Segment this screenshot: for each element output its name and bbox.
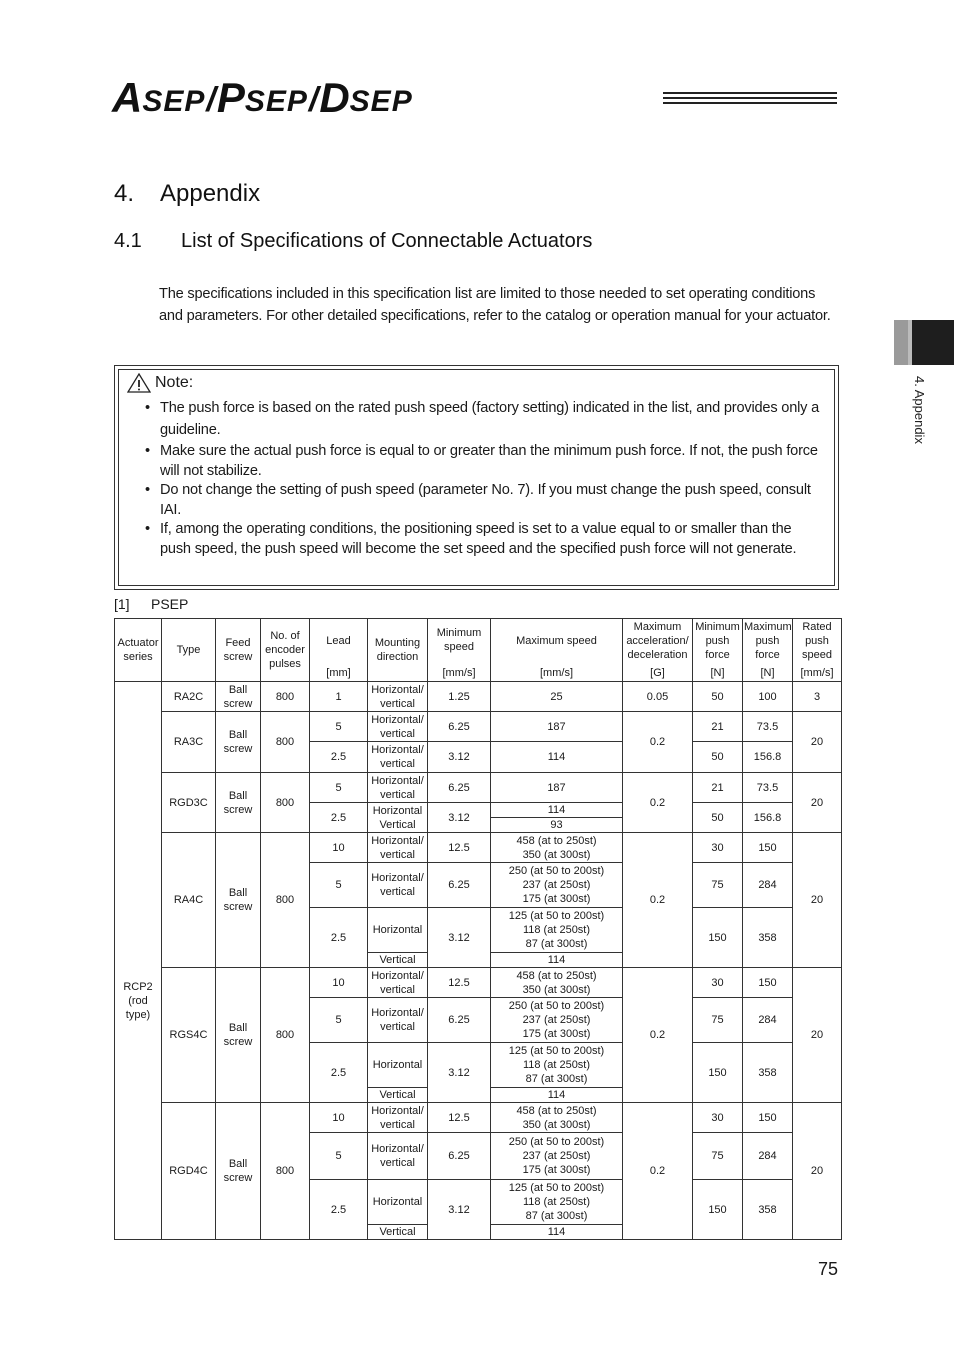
note-list xyxy=(145,397,825,559)
note-title xyxy=(127,373,193,393)
cell-max-speed: 250 (at 50 to 200st) 237 (at 250st) 175 (at 300st) xyxy=(491,998,623,1043)
cell-mounting: Horizontal/ vertical xyxy=(368,863,428,908)
subsection-heading xyxy=(114,230,592,253)
cell-min-push: 75 xyxy=(693,998,743,1043)
cell-feed: Ball screw xyxy=(216,968,261,1103)
table-row xyxy=(115,712,842,742)
cell-min-push: 30 xyxy=(693,833,743,863)
cell-mounting: Horizontal/ vertical xyxy=(368,968,428,998)
cell-feed: Ball screw xyxy=(216,1103,261,1240)
cell-type: RA2C xyxy=(162,682,216,712)
table-row xyxy=(115,1103,842,1133)
table-label xyxy=(114,596,188,612)
cell-min-speed: 3.12 xyxy=(428,1043,491,1103)
cell-max-push: 150 xyxy=(743,968,793,998)
logo-d: D xyxy=(319,74,350,121)
cell-pulses: 800 xyxy=(261,712,310,773)
cell-max-speed: 458 (at to 250st) 350 (at 300st) xyxy=(491,833,623,863)
cell-feed: Ball screw xyxy=(216,773,261,833)
page-number: 75 xyxy=(818,1259,839,1279)
cell-mounting: Horizontal/ vertical xyxy=(368,742,428,773)
cell-lead: 5 xyxy=(310,712,368,742)
logo-a: A xyxy=(112,74,143,121)
cell-max-speed: 125 (at 50 to 200st) 118 (at 250st) 87 (at 300st) xyxy=(491,1180,623,1225)
cell-min-push: 150 xyxy=(693,1043,743,1103)
logo-sep: SEP xyxy=(349,85,413,118)
cell-lead: 2.5 xyxy=(310,1180,368,1240)
logo-sep: SEP xyxy=(244,85,308,118)
cell-min-speed: 12.5 xyxy=(428,968,491,998)
header-actuator-series: Actuator series xyxy=(115,619,162,682)
header-type: Type xyxy=(162,619,216,682)
cell-min-push: 75 xyxy=(693,1133,743,1180)
cell-rated-push: 20 xyxy=(793,968,842,1103)
note-item: • The push force is based on the rated push speed (factory setting) indicated in the list, and provides only a guideline. xyxy=(145,397,825,441)
logo-p: P xyxy=(216,74,245,121)
header-max-speed: Maximum speed [mm/s] xyxy=(491,619,623,682)
cell-max-speed: 114 xyxy=(491,742,623,773)
cell-max-push: 150 xyxy=(743,833,793,863)
cell-lead: 5 xyxy=(310,1133,368,1180)
table-row xyxy=(115,773,842,803)
cell-series: RCP2 (rod type) xyxy=(115,682,162,1240)
cell-lead: 2.5 xyxy=(310,1043,368,1103)
cell-max-push: 284 xyxy=(743,863,793,908)
cell-rated-push: 3 xyxy=(793,682,842,712)
cell-mounting: Horizontal/ vertical xyxy=(368,1133,428,1180)
cell-max-speed: 125 (at 50 to 200st) 118 (at 250st) 87 (at 300st) xyxy=(491,1043,623,1088)
table-label-text: PSEP xyxy=(151,596,189,612)
cell-max-speed: 250 (at 50 to 200st) 237 (at 250st) 175 (at 300st) xyxy=(491,1133,623,1180)
section-heading xyxy=(114,180,260,208)
header-min-speed: Minimum speed [mm/s] xyxy=(428,619,491,682)
cell-max-push: 358 xyxy=(743,908,793,968)
chapter-tab xyxy=(894,320,954,365)
cell-max-push: 156.8 xyxy=(743,803,793,833)
cell-lead: 5 xyxy=(310,863,368,908)
cell-min-speed: 6.25 xyxy=(428,998,491,1043)
section-number: 4. xyxy=(114,180,135,207)
cell-min-speed: 6.25 xyxy=(428,773,491,803)
cell-type: RA3C xyxy=(162,712,216,773)
cell-max-speed: 114 xyxy=(491,803,623,818)
header-feed-screw: Feed screw xyxy=(216,619,261,682)
cell-max-speed: 458 (at to 250st) 350 (at 300st) xyxy=(491,968,623,998)
cell-max-speed: 187 xyxy=(491,712,623,742)
cell-max-speed: 25 xyxy=(491,682,623,712)
cell-max-speed: 114 xyxy=(491,1225,623,1240)
cell-lead: 1 xyxy=(310,682,368,712)
section-title: Appendix xyxy=(160,180,261,207)
cell-mounting: Horizontal/ vertical xyxy=(368,773,428,803)
cell-max-acc: 0.2 xyxy=(623,1103,693,1240)
cell-max-speed: 125 (at 50 to 200st) 118 (at 250st) 87 (at 300st) xyxy=(491,908,623,953)
cell-max-acc: 0.2 xyxy=(623,712,693,773)
cell-pulses: 800 xyxy=(261,833,310,968)
cell-min-speed: 3.12 xyxy=(428,1180,491,1240)
note-item: • If, among the operating conditions, the positioning speed is set to a value equal to or smaller than the push speed, the push speed will become the set speed and the specified push force will not generate. xyxy=(145,520,825,559)
cell-feed: Ball screw xyxy=(216,682,261,712)
cell-min-push: 30 xyxy=(693,1103,743,1133)
cell-max-push: 358 xyxy=(743,1043,793,1103)
cell-mounting: Horizontal xyxy=(368,908,428,953)
header-min-push: Minimum push force [N] xyxy=(693,619,743,682)
cell-max-push: 358 xyxy=(743,1180,793,1240)
cell-min-push: 150 xyxy=(693,1180,743,1240)
cell-lead: 2.5 xyxy=(310,803,368,833)
cell-max-push: 150 xyxy=(743,1103,793,1133)
cell-mounting: Horizontal Vertical xyxy=(368,803,428,833)
header-max-push: Maximum push force [N] xyxy=(743,619,793,682)
cell-min-speed: 3.12 xyxy=(428,908,491,968)
cell-min-speed: 1.25 xyxy=(428,682,491,712)
subsection-number: 4.1 xyxy=(114,230,142,252)
cell-mounting: Horizontal/ vertical xyxy=(368,682,428,712)
cell-pulses: 800 xyxy=(261,968,310,1103)
logo-sep: SEP xyxy=(142,85,206,118)
cell-max-speed: 114 xyxy=(491,953,623,968)
cell-max-push: 284 xyxy=(743,1133,793,1180)
cell-min-speed: 12.5 xyxy=(428,833,491,863)
cell-max-speed: 93 xyxy=(491,818,623,833)
cell-max-acc: 0.2 xyxy=(623,773,693,833)
table-label-number: [1] xyxy=(114,596,130,612)
cell-lead: 5 xyxy=(310,773,368,803)
cell-min-speed: 6.25 xyxy=(428,863,491,908)
cell-rated-push: 20 xyxy=(793,1103,842,1240)
cell-mounting: Horizontal/ vertical xyxy=(368,998,428,1043)
table-row xyxy=(115,968,842,998)
cell-max-push: 156.8 xyxy=(743,742,793,773)
cell-max-acc: 0.2 xyxy=(623,833,693,968)
cell-max-speed: 458 (at to 250st) 350 (at 300st) xyxy=(491,1103,623,1133)
cell-lead: 10 xyxy=(310,968,368,998)
cell-feed: Ball screw xyxy=(216,712,261,773)
note-item: • Make sure the actual push force is equal to or greater than the minimum push force. If not, the push force will not stabilize. xyxy=(145,442,825,481)
cell-mounting: Horizontal/ vertical xyxy=(368,712,428,742)
cell-lead: 10 xyxy=(310,833,368,863)
cell-pulses: 800 xyxy=(261,682,310,712)
cell-lead: 2.5 xyxy=(310,908,368,968)
cell-mounting: Horizontal/ vertical xyxy=(368,833,428,863)
cell-min-push: 50 xyxy=(693,742,743,773)
note-item: • Do not change the setting of push speed (parameter No. 7). If you must change the push speed, consult IAI. xyxy=(145,481,825,520)
logo-lines xyxy=(663,92,837,112)
product-logo xyxy=(112,74,413,121)
cell-max-push: 73.5 xyxy=(743,712,793,742)
cell-min-push: 30 xyxy=(693,968,743,998)
cell-max-speed: 187 xyxy=(491,773,623,803)
cell-pulses: 800 xyxy=(261,773,310,833)
header-lead: Lead [mm] xyxy=(310,619,368,682)
logo-slash: / xyxy=(308,81,319,119)
note-title-text: Note: xyxy=(155,374,194,391)
cell-rated-push: 20 xyxy=(793,712,842,773)
table-row xyxy=(115,682,842,712)
chapter-side-label: 4. Appendix xyxy=(912,376,927,444)
cell-min-speed: 12.5 xyxy=(428,1103,491,1133)
cell-lead: 2.5 xyxy=(310,742,368,773)
cell-min-speed: 6.25 xyxy=(428,712,491,742)
warning-icon xyxy=(127,373,151,393)
cell-max-speed: 250 (at 50 to 200st) 237 (at 250st) 175 (at 300st) xyxy=(491,863,623,908)
cell-min-push: 50 xyxy=(693,682,743,712)
cell-min-push: 50 xyxy=(693,803,743,833)
table-row xyxy=(115,833,842,863)
cell-lead: 10 xyxy=(310,1103,368,1133)
cell-max-push: 73.5 xyxy=(743,773,793,803)
cell-mounting: Vertical xyxy=(368,1225,428,1240)
cell-type: RGS4C xyxy=(162,968,216,1103)
cell-rated-push: 20 xyxy=(793,833,842,968)
cell-mounting: Horizontal xyxy=(368,1180,428,1225)
cell-max-push: 284 xyxy=(743,998,793,1043)
cell-pulses: 800 xyxy=(261,1103,310,1240)
header-rated-push: Rated push speed [mm/s] xyxy=(793,619,842,682)
cell-min-push: 21 xyxy=(693,773,743,803)
cell-min-speed: 3.12 xyxy=(428,803,491,833)
cell-min-push: 21 xyxy=(693,712,743,742)
cell-rated-push: 20 xyxy=(793,773,842,833)
logo-slash: / xyxy=(206,81,216,119)
cell-min-push: 75 xyxy=(693,863,743,908)
cell-min-speed: 3.12 xyxy=(428,742,491,773)
intro-paragraph: The specifications included in this specification list are limited to those needed to set operating conditions and parameters. For other detailed specifications, refer to the catalog or operation manual for your actuator. xyxy=(159,286,831,324)
header-mounting: Mounting direction xyxy=(368,619,428,682)
cell-max-push: 100 xyxy=(743,682,793,712)
note-box xyxy=(114,365,839,590)
cell-min-speed: 6.25 xyxy=(428,1133,491,1180)
cell-type: RGD3C xyxy=(162,773,216,833)
cell-max-acc: 0.05 xyxy=(623,682,693,712)
header-max-acc: Maximum acceleration/ deceleration [G] xyxy=(623,619,693,682)
cell-mounting: Horizontal xyxy=(368,1043,428,1088)
header-encoder-pulses: No. of encoder pulses xyxy=(261,619,310,682)
cell-min-push: 150 xyxy=(693,908,743,968)
subsection-title: List of Specifications of Connectable Actuators xyxy=(181,230,593,252)
cell-mounting: Vertical xyxy=(368,953,428,968)
cell-type: RA4C xyxy=(162,833,216,968)
cell-feed: Ball screw xyxy=(216,833,261,968)
spec-table xyxy=(114,618,842,1240)
cell-mounting: Vertical xyxy=(368,1088,428,1103)
cell-mounting: Horizontal/ vertical xyxy=(368,1103,428,1133)
cell-lead: 5 xyxy=(310,998,368,1043)
cell-max-speed: 114 xyxy=(491,1088,623,1103)
table-header-row xyxy=(115,619,842,682)
cell-type: RGD4C xyxy=(162,1103,216,1240)
cell-max-acc: 0.2 xyxy=(623,968,693,1103)
